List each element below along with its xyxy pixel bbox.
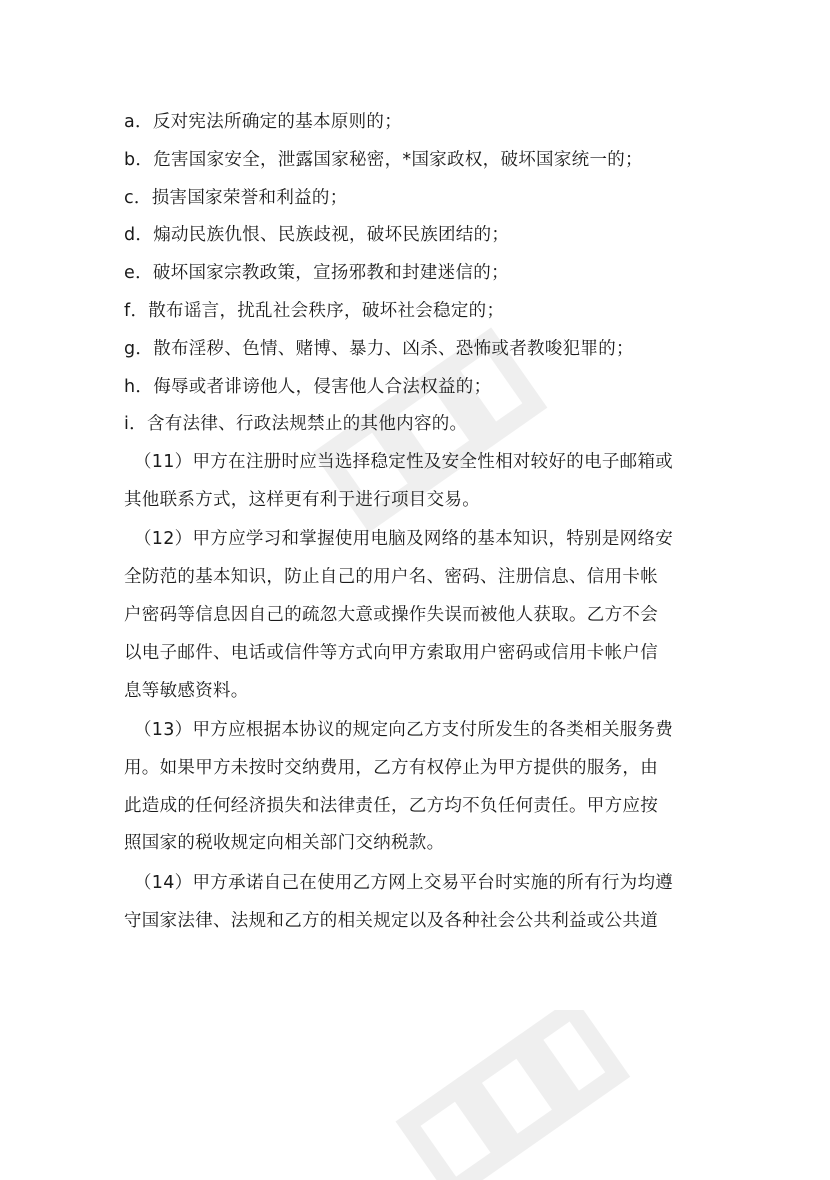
clause-line: 守国家法律、法规和乙方的相关规定以及各种社会公共利益或公共道 — [124, 910, 658, 931]
clause-line: 以电子邮件、电话或信件等方式向甲方索取用户密码或信用卡帐户信 — [124, 642, 658, 663]
clause-line: 照国家的税收规定向相关部门交纳税款。 — [124, 833, 445, 854]
document-body — [124, 104, 714, 942]
clause-line: （11）甲方在注册时应当选择稳定性及安全性相对较好的电子邮箱或 — [134, 452, 674, 473]
list-item: i．含有法律、行政法规禁止的其他内容的。 — [124, 414, 468, 435]
clause-line: （13）甲方应根据本协议的规定向乙方支付所发生的各类相关服务费 — [134, 719, 674, 740]
list-item: e．破坏国家宗教政策，宣扬邪教和封建迷信的； — [124, 263, 509, 284]
clause-14 — [124, 865, 714, 941]
list-item: h．侮辱或者诽谤他人，侵害他人合法权益的； — [124, 376, 492, 397]
clause-line: （14）甲方承诺自己在使用乙方网上交易平台时实施的所有行为均遵 — [134, 872, 674, 893]
list-item: g．散布淫秽、色情、赌博、暴力、凶杀、恐怖或者教唆犯罪的； — [124, 338, 634, 359]
clause-13 — [124, 712, 714, 863]
clause-line: 全防范的基本知识，防止自己的用户名、密码、注册信息、信用卡帐 — [124, 567, 658, 588]
clause-line: 此造成的任何经济损失和法律责任，乙方均不负任何责任。甲方应按 — [124, 795, 658, 816]
list-item: c．损害国家荣誉和利益的； — [124, 187, 348, 208]
list-item: b．危害国家安全，泄露国家秘密，*国家政权，破坏国家统一的； — [124, 149, 643, 170]
clause-11 — [124, 444, 714, 520]
watermark-logo — [380, 1010, 640, 1180]
list-item: a．反对宪法所确定的基本原则的； — [124, 112, 403, 132]
list-item: d．煽动民族仇恨、民族歧视，破坏民族团结的； — [124, 225, 510, 246]
clause-line: （12）甲方应学习和掌握使用电脑及网络的基本知识，特别是网络安 — [134, 529, 674, 550]
clause-line: 其他联系方式，这样更有利于进行项目交易。 — [124, 489, 480, 510]
clause-line: 户密码等信息因自己的疏忽大意或操作失误而被他人获取。乙方不会 — [124, 604, 658, 625]
list-item: f．散布谣言，扰乱社会秩序，破坏社会稳定的； — [124, 300, 505, 321]
clause-12 — [124, 521, 714, 710]
clause-line: 用。如果甲方未按时交纳费用，乙方有权停止为甲方提供的服务，由 — [124, 757, 658, 778]
clause-line: 息等敏感资料。 — [124, 680, 249, 701]
